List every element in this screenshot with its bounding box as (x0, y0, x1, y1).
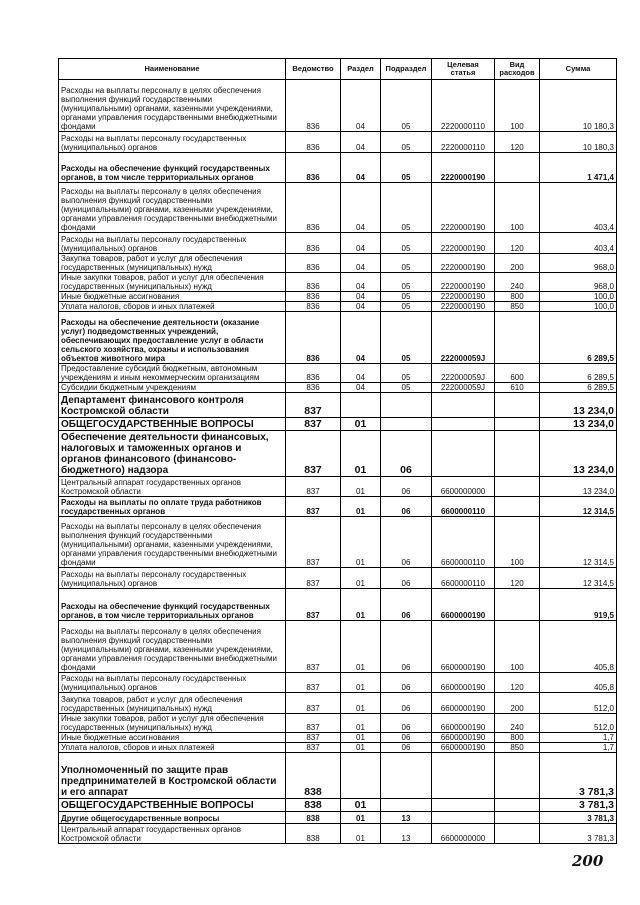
amount-cell: 403,4 (540, 183, 617, 233)
table-row (59, 364, 617, 383)
name-cell: Иные закупки товаров, работ и услуг для обеспечения государственных (муниципальных) нужд (59, 273, 286, 292)
subsection-cell: 05 (381, 254, 432, 273)
section-cell: 01 (341, 431, 381, 477)
amount-cell: 3 781,3 (540, 824, 617, 844)
section-cell: 01 (341, 621, 381, 673)
name-cell: Иные бюджетные ассигнования (59, 733, 286, 743)
table-row (59, 497, 617, 517)
amount-cell: 1 471,4 (540, 153, 617, 183)
section-cell: 04 (341, 254, 381, 273)
department-cell: 836 (286, 302, 341, 312)
name-cell: Закупка товаров, работ и услуг для обеспечения государственных (муниципальных) нужд (59, 254, 286, 273)
table-row (59, 431, 617, 477)
name-cell: Предоставление субсидий бюджетным, автономным учреждениям и иным некоммерческим организациям (59, 364, 286, 383)
target-item-cell: 2220000190 (432, 273, 495, 292)
expense-type-cell: 100 (495, 621, 540, 673)
department-cell: 836 (286, 132, 341, 153)
section-cell: 04 (341, 383, 381, 393)
department-cell: 837 (286, 497, 341, 517)
name-cell: Расходы на выплаты персоналу государственных (муниципальных) органов (59, 568, 286, 589)
expense-type-cell: 850 (495, 302, 540, 312)
subsection-cell: 05 (381, 233, 432, 254)
expense-type-cell (495, 497, 540, 517)
amount-cell: 13 234,0 (540, 431, 617, 477)
section-cell: 01 (341, 812, 381, 824)
target-item-cell: 6600000110 (432, 497, 495, 517)
expense-type-cell: 120 (495, 673, 540, 693)
expense-type-cell (495, 431, 540, 477)
section-cell: 04 (341, 364, 381, 383)
subsection-cell: 05 (381, 312, 432, 364)
name-cell: Закупка товаров, работ и услуг для обеспечения государственных (муниципальных) нужд (59, 693, 286, 714)
table-row (59, 292, 617, 302)
department-cell: 837 (286, 589, 341, 621)
department-cell: 837 (286, 517, 341, 568)
amount-cell: 13 234,0 (540, 418, 617, 431)
target-item-cell (432, 431, 495, 477)
name-cell: Уплата налогов, сборов и иных платежей (59, 302, 286, 312)
expense-type-cell (495, 799, 540, 812)
department-cell: 836 (286, 153, 341, 183)
table-row (59, 273, 617, 292)
budget-table (58, 58, 617, 844)
expense-type-cell: 800 (495, 292, 540, 302)
section-cell: 04 (341, 233, 381, 254)
amount-cell: 12 314,5 (540, 517, 617, 568)
name-cell: Расходы на выплаты персоналу в целях обеспечения выполнения функций государственными (муниципальными) органами, казенными учреждениями, органами управления государственными внебюджетными фондами (59, 80, 286, 132)
subsection-cell (381, 418, 432, 431)
name-cell: Уполномоченный по защите прав предпринимателей в Костромской области и его аппарат (59, 753, 286, 799)
header-section: Раздел (341, 59, 381, 80)
subsection-cell: 06 (381, 673, 432, 693)
subsection-cell (381, 753, 432, 799)
header-row (59, 59, 617, 80)
expense-type-cell: 200 (495, 693, 540, 714)
target-item-cell: 6600000110 (432, 517, 495, 568)
subsection-cell: 06 (381, 714, 432, 733)
subsection-cell: 06 (381, 431, 432, 477)
subsection-cell: 05 (381, 183, 432, 233)
target-item-cell: 2220000110 (432, 80, 495, 132)
subsection-cell (381, 799, 432, 812)
amount-cell: 12 314,5 (540, 568, 617, 589)
name-cell: Расходы на выплаты персоналу в целях обеспечения выполнения функций государственными (муниципальными) органами, казенными учреждениями, органами управления государственными внебюджетными фондами (59, 621, 286, 673)
subsection-cell: 05 (381, 273, 432, 292)
subsection-cell: 06 (381, 743, 432, 753)
section-cell: 01 (341, 497, 381, 517)
target-item-cell (432, 799, 495, 812)
subsection-cell: 05 (381, 364, 432, 383)
table-row (59, 517, 617, 568)
target-item-cell: 222000059J (432, 312, 495, 364)
amount-cell: 6 289,5 (540, 383, 617, 393)
amount-cell: 919,5 (540, 589, 617, 621)
header-target-item: Целевая статья (432, 59, 495, 80)
section-cell: 01 (341, 743, 381, 753)
department-cell: 836 (286, 183, 341, 233)
subsection-cell: 05 (381, 80, 432, 132)
table-row (59, 393, 617, 418)
table-row (59, 477, 617, 497)
target-item-cell: 222000059J (432, 383, 495, 393)
target-item-cell: 6600000190 (432, 733, 495, 743)
target-item-cell: 6600000000 (432, 824, 495, 844)
table-row (59, 824, 617, 844)
expense-type-cell: 100 (495, 517, 540, 568)
subsection-cell: 06 (381, 693, 432, 714)
name-cell: Другие общегосударственные вопросы (59, 812, 286, 824)
amount-cell: 512,0 (540, 714, 617, 733)
name-cell: Иные бюджетные ассигнования (59, 292, 286, 302)
department-cell: 837 (286, 431, 341, 477)
department-cell: 837 (286, 693, 341, 714)
amount-cell: 13 234,0 (540, 393, 617, 418)
target-item-cell: 6600000000 (432, 477, 495, 497)
name-cell: Расходы на выплаты персоналу государственных (муниципальных) органов (59, 233, 286, 254)
expense-type-cell: 600 (495, 364, 540, 383)
name-cell: Расходы на выплаты персоналу в целях обеспечения выполнения функций государственными (муниципальными) органами, казенными учреждениями, органами управления государственными внебюджетными фондами (59, 517, 286, 568)
subsection-cell (381, 393, 432, 418)
subsection-cell: 05 (381, 383, 432, 393)
amount-cell: 405,8 (540, 673, 617, 693)
section-cell: 01 (341, 418, 381, 431)
section-cell: 04 (341, 312, 381, 364)
section-cell: 01 (341, 693, 381, 714)
subsection-cell: 06 (381, 497, 432, 517)
header-name: Наименование (59, 59, 286, 80)
section-cell: 01 (341, 517, 381, 568)
expense-type-cell (495, 753, 540, 799)
header-subsection: Подраздел (381, 59, 432, 80)
section-cell: 01 (341, 714, 381, 733)
expense-type-cell: 240 (495, 273, 540, 292)
department-cell: 836 (286, 292, 341, 302)
amount-cell: 3 781,3 (540, 753, 617, 799)
amount-cell: 6 289,5 (540, 364, 617, 383)
target-item-cell: 2220000190 (432, 302, 495, 312)
department-cell: 836 (286, 254, 341, 273)
section-cell: 04 (341, 273, 381, 292)
section-cell: 01 (341, 568, 381, 589)
section-cell: 01 (341, 799, 381, 812)
amount-cell: 1,7 (540, 743, 617, 753)
header-department: Ведомство (286, 59, 341, 80)
table-row (59, 743, 617, 753)
expense-type-cell: 610 (495, 383, 540, 393)
department-cell: 837 (286, 393, 341, 418)
amount-cell: 100,0 (540, 292, 617, 302)
expense-type-cell (495, 589, 540, 621)
name-cell: ОБЩЕГОСУДАРСТВЕННЫЕ ВОПРОСЫ (59, 418, 286, 431)
target-item-cell: 6600000190 (432, 714, 495, 733)
name-cell: Обеспечение деятельности финансовых, налоговых и таможенных органов и органов финансового (финансово-бюджетного) надзора (59, 431, 286, 477)
expense-type-cell (495, 824, 540, 844)
target-item-cell: 6600000190 (432, 743, 495, 753)
section-cell: 01 (341, 673, 381, 693)
name-cell: Расходы на выплаты персоналу в целях обеспечения выполнения функций государственными (муниципальными) органами, казенными учреждениями, органами управления государственными внебюджетными фондами (59, 183, 286, 233)
page-number: 200 (572, 852, 604, 870)
expense-type-cell (495, 312, 540, 364)
table-row (59, 418, 617, 431)
table-row (59, 589, 617, 621)
subsection-cell: 13 (381, 824, 432, 844)
section-cell: 04 (341, 292, 381, 302)
department-cell: 836 (286, 273, 341, 292)
table-row (59, 383, 617, 393)
subsection-cell: 13 (381, 812, 432, 824)
section-cell: 04 (341, 302, 381, 312)
department-cell: 836 (286, 383, 341, 393)
expense-type-cell (495, 393, 540, 418)
expense-type-cell (495, 812, 540, 824)
table-row (59, 621, 617, 673)
table-row (59, 132, 617, 153)
department-cell: 837 (286, 743, 341, 753)
table-row (59, 254, 617, 273)
expense-type-cell (495, 477, 540, 497)
name-cell: Департамент финансового контроля Костромской области (59, 393, 286, 418)
amount-cell: 968,0 (540, 254, 617, 273)
amount-cell: 13 234,0 (540, 477, 617, 497)
expense-type-cell: 100 (495, 183, 540, 233)
subsection-cell: 06 (381, 517, 432, 568)
section-cell (341, 753, 381, 799)
section-cell (341, 393, 381, 418)
target-item-cell: 6600000110 (432, 568, 495, 589)
name-cell: Субсидии бюджетным учреждениям (59, 383, 286, 393)
expense-type-cell: 800 (495, 733, 540, 743)
table-row (59, 693, 617, 714)
amount-cell: 968,0 (540, 273, 617, 292)
section-cell: 01 (341, 477, 381, 497)
department-cell: 837 (286, 673, 341, 693)
name-cell: Расходы на выплаты по оплате труда работников государственных органов (59, 497, 286, 517)
expense-type-cell: 100 (495, 80, 540, 132)
name-cell: Расходы на выплаты персоналу государственных (муниципальных) органов (59, 673, 286, 693)
table-row (59, 153, 617, 183)
table-row (59, 799, 617, 812)
target-item-cell: 2220000190 (432, 254, 495, 273)
header-amount: Сумма (540, 59, 617, 80)
expense-type-cell: 120 (495, 233, 540, 254)
name-cell: Расходы на обеспечение функций государственных органов, в том числе территориальных органов (59, 589, 286, 621)
target-item-cell: 2220000190 (432, 183, 495, 233)
department-cell: 838 (286, 812, 341, 824)
subsection-cell: 06 (381, 589, 432, 621)
table-row (59, 312, 617, 364)
subsection-cell: 06 (381, 621, 432, 673)
header-expense-type: Вид расходов (495, 59, 540, 80)
table-row (59, 568, 617, 589)
section-cell: 04 (341, 80, 381, 132)
department-cell: 837 (286, 568, 341, 589)
section-cell: 04 (341, 183, 381, 233)
section-cell: 01 (341, 589, 381, 621)
department-cell: 837 (286, 733, 341, 743)
subsection-cell: 05 (381, 153, 432, 183)
department-cell: 837 (286, 714, 341, 733)
name-cell: Уплата налогов, сборов и иных платежей (59, 743, 286, 753)
amount-cell: 405,8 (540, 621, 617, 673)
target-item-cell: 2220000110 (432, 132, 495, 153)
target-item-cell: 2220000190 (432, 233, 495, 254)
amount-cell: 10 180,3 (540, 80, 617, 132)
department-cell: 836 (286, 80, 341, 132)
table-row (59, 183, 617, 233)
name-cell: Центральный аппарат государственных органов Костромской области (59, 477, 286, 497)
target-item-cell: 6600000190 (432, 693, 495, 714)
target-item-cell: 6600000190 (432, 589, 495, 621)
target-item-cell: 6600000190 (432, 621, 495, 673)
expense-type-cell: 120 (495, 568, 540, 589)
expense-type-cell (495, 153, 540, 183)
subsection-cell: 05 (381, 132, 432, 153)
table-row (59, 302, 617, 312)
amount-cell: 12 314,5 (540, 497, 617, 517)
amount-cell: 10 180,3 (540, 132, 617, 153)
table-row (59, 714, 617, 733)
target-item-cell (432, 418, 495, 431)
table-row (59, 673, 617, 693)
subsection-cell: 06 (381, 568, 432, 589)
expense-type-cell: 200 (495, 254, 540, 273)
expense-type-cell: 120 (495, 132, 540, 153)
target-item-cell (432, 753, 495, 799)
subsection-cell: 06 (381, 477, 432, 497)
name-cell: Расходы на обеспечение деятельности (оказание услуг) подведомственных учреждений, обеспечивающих предоставление услуг в области сельского хозяйства, охраны и использования объектов животного мира (59, 312, 286, 364)
target-item-cell: 222000059J (432, 364, 495, 383)
department-cell: 838 (286, 799, 341, 812)
department-cell: 837 (286, 621, 341, 673)
target-item-cell: 2220000190 (432, 153, 495, 183)
amount-cell: 3 781,3 (540, 799, 617, 812)
name-cell: Иные закупки товаров, работ и услуг для обеспечения государственных (муниципальных) нужд (59, 714, 286, 733)
subsection-cell: 05 (381, 292, 432, 302)
name-cell: ОБЩЕГОСУДАРСТВЕННЫЕ ВОПРОСЫ (59, 799, 286, 812)
subsection-cell: 05 (381, 302, 432, 312)
department-cell: 836 (286, 364, 341, 383)
subsection-cell: 06 (381, 733, 432, 743)
amount-cell: 403,4 (540, 233, 617, 254)
table-row (59, 733, 617, 743)
amount-cell: 6 289,5 (540, 312, 617, 364)
department-cell: 838 (286, 824, 341, 844)
section-cell: 01 (341, 824, 381, 844)
section-cell: 04 (341, 132, 381, 153)
table-row (59, 753, 617, 799)
expense-type-cell: 850 (495, 743, 540, 753)
name-cell: Расходы на обеспечение функций государственных органов, в том числе территориальных органов (59, 153, 286, 183)
section-cell: 01 (341, 733, 381, 743)
amount-cell: 3 781,3 (540, 812, 617, 824)
department-cell: 836 (286, 312, 341, 364)
amount-cell: 512,0 (540, 693, 617, 714)
target-item-cell (432, 812, 495, 824)
expense-type-cell: 240 (495, 714, 540, 733)
table-row (59, 80, 617, 132)
table-row (59, 812, 617, 824)
department-cell: 836 (286, 233, 341, 254)
target-item-cell: 2220000190 (432, 292, 495, 302)
target-item-cell: 6600000190 (432, 673, 495, 693)
amount-cell: 1,7 (540, 733, 617, 743)
name-cell: Центральный аппарат государственных органов Костромской области (59, 824, 286, 844)
amount-cell: 100,0 (540, 302, 617, 312)
expense-type-cell (495, 418, 540, 431)
department-cell: 837 (286, 477, 341, 497)
name-cell: Расходы на выплаты персоналу государственных (муниципальных) органов (59, 132, 286, 153)
department-cell: 838 (286, 753, 341, 799)
section-cell: 04 (341, 153, 381, 183)
department-cell: 837 (286, 418, 341, 431)
table-row (59, 233, 617, 254)
target-item-cell (432, 393, 495, 418)
